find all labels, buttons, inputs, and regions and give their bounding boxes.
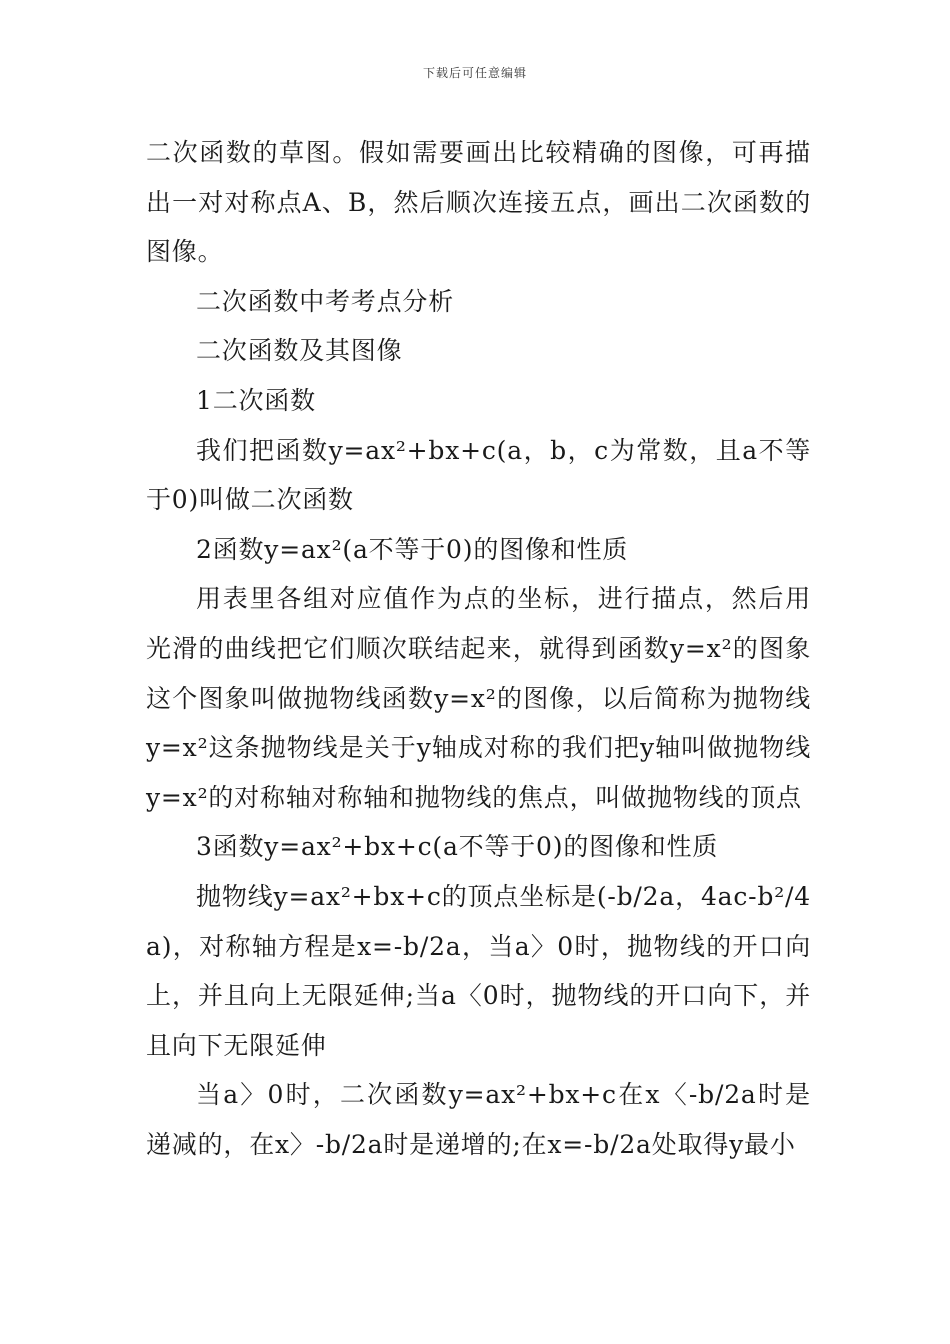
paragraph-9: 抛物线y=ax²+bx+c的顶点坐标是(-b/2a，4ac-b²/4a)，对称轴方程是x=-b/2a，当a〉0时，抛物线的开口向上，并且向上无限延伸;当a〈0时，抛物线的开口向下，并且向下无限延伸 xyxy=(146,881,811,1060)
paragraph-5: 我们把函数y=ax²+bx+c(a，b，c为常数，且a不等于0)叫做二次函数 xyxy=(146,435,811,515)
paragraph-7: 用表里各组对应值作为点的坐标，进行描点，然后用光滑的曲线把它们顺次联结起来，就得到函数y=x²的图象这个图象叫做抛物线函数y=x²的图像，以后简称为抛物线y=x²这条抛物线是关于y轴成对称的我们把y轴叫做抛物线y=x²的对称轴对称轴和抛物线的焦点，叫做抛物线的顶点 xyxy=(146,584,811,812)
paragraph-3: 二次函数及其图像 xyxy=(196,336,403,366)
paragraph-2: 二次函数中考考点分析 xyxy=(196,286,455,316)
paragraph-8: 3函数y=ax²+bx+c(a不等于0)的图像和性质 xyxy=(196,832,719,862)
document-body xyxy=(146,128,811,1169)
paragraph-4: 1二次函数 xyxy=(196,385,316,415)
paragraph-1: 二次函数的草图。假如需要画出比较精确的图像，可再描出一对对称点A、B，然后顺次连接五点，画出二次函数的图像。 xyxy=(146,138,811,267)
page-header: 下载后可任意编辑 xyxy=(422,66,527,80)
paragraph-10: 当a〉0时，二次函数y=ax²+bx+c在x〈-b/2a时是递减的，在x〉-b/2a时是递增的;在x=-b/2a处取得y最小 xyxy=(146,1080,811,1159)
paragraph-6: 2函数y=ax²(a不等于0)的图像和性质 xyxy=(196,534,629,564)
